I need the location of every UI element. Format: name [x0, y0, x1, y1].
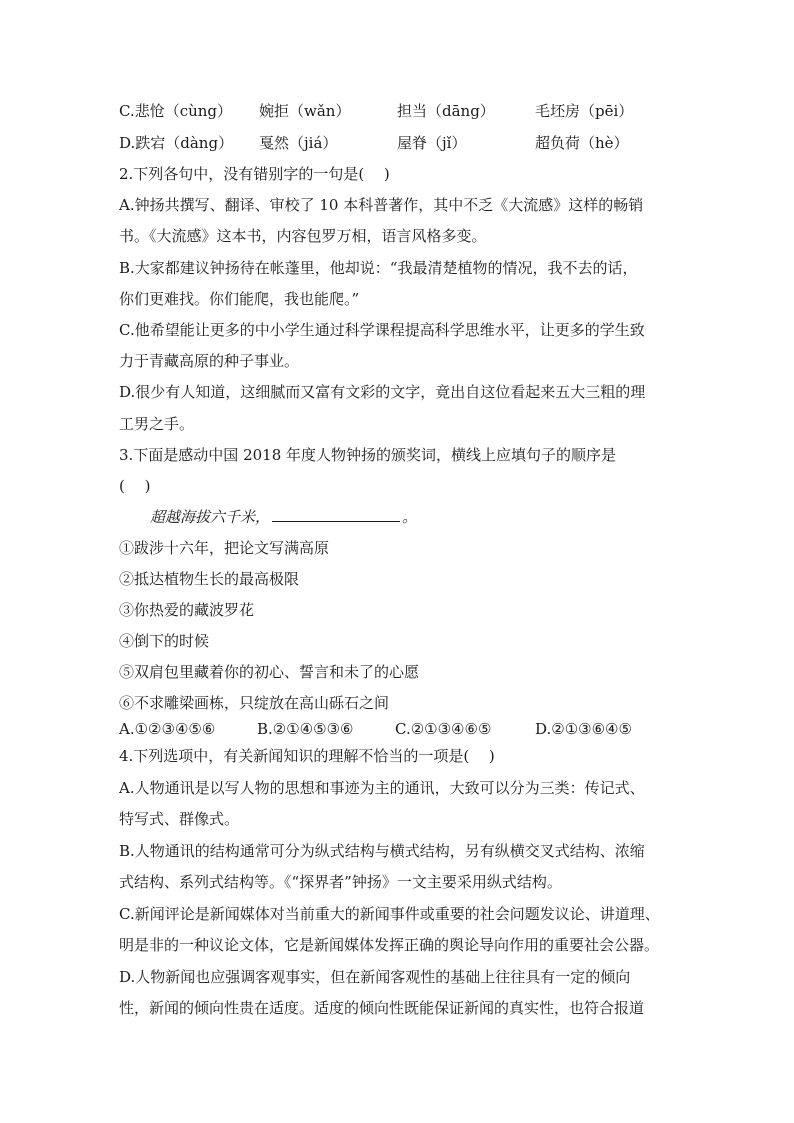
q2-stem: 2.下列各句中，没有错别字的一句是( )	[119, 165, 390, 183]
q3-item-1: ①跋涉十六年，把论文写满高原	[119, 539, 330, 557]
q3-option-b: B.②①④⑤③⑥	[257, 720, 354, 738]
q2-option-b-line-2: 你们更难找。你们能爬，我也能爬。”	[119, 290, 360, 308]
q4-option-d-line-2: 性，新闻的倾向性贵在适度。适度的倾向性既能保证新闻的真实性，也符合报道	[119, 999, 645, 1017]
q1-c-item-1: C.悲怆（cùng）	[119, 102, 233, 120]
q3-option-a: A.①②③④⑤⑥	[119, 720, 216, 738]
q3-stem-line-2: ( )	[119, 477, 151, 495]
q3-quote	[150, 506, 417, 528]
q3-item-6: ⑥不求雕梁画栋，只绽放在高山砾石之间	[119, 694, 390, 712]
q4-option-c-line-2: 明是非的一种议论文体，它是新闻媒体发挥正确的舆论导向作用的重要社会公器。	[119, 936, 660, 954]
q2-option-c-line-1: C.他希望能让更多的中小学生通过科学课程提高科学思维水平，让更多的学生致	[119, 321, 645, 339]
q4-option-a-line-1: A.人物通讯是以写人物的思想和事迹为主的通讯，大致可以分为三类：传记式、	[119, 779, 645, 797]
q1-d-item-3: 屋脊（jǐ）	[397, 134, 467, 152]
q3-item-3: ③你热爱的藏波罗花	[119, 601, 255, 619]
q2-option-d-line-1: D.很少有人知道，这细腻而又富有文彩的文字，竟出自这位看起来五大三粗的理	[119, 383, 646, 401]
q1-d-item-1: D.跌宕（dàng）	[119, 134, 234, 152]
q2-option-d-line-2: 工男之手。	[119, 415, 195, 433]
q2-option-a-line-1: A.钟扬共撰写、翻译、审校了 10 本科普著作，其中不乏《大流感》这样的畅销	[119, 196, 644, 214]
q3-answer-blank	[272, 507, 400, 522]
q1-c-item-2: 婉拒（wǎn）	[259, 102, 351, 120]
q2-option-a-line-2: 书。《大流感》这本书，内容包罗万相，语言风格多变。	[119, 227, 487, 245]
q1-c-item-3: 担当（dāng）	[397, 102, 495, 120]
q3-option-c: C.②①③④⑥⑤	[395, 720, 492, 738]
q3-item-4: ④倒下的时候	[119, 632, 210, 650]
q3-quote-end: 。	[402, 508, 418, 526]
q4-stem: 4.下列选项中，有关新闻知识的理解不恰当的一项是( )	[119, 747, 495, 765]
q3-stem-line-1: 3.下面是感动中国 2018 年度人物钟扬的颁奖词，横线上应填句子的顺序是	[119, 446, 617, 464]
q4-option-c-line-1: C.新闻评论是新闻媒体对当前重大的新闻事件或重要的社会问题发议论、讲道理、	[119, 905, 660, 923]
q4-option-b-line-2: 式结构、系列式结构等。《“探界者”钟扬》一文主要采用纵式结构。	[119, 873, 562, 891]
q1-d-item-2: 戛然（jiá）	[259, 134, 338, 152]
q4-option-a-line-2: 特写式、群像式。	[119, 810, 240, 828]
q1-c-item-4: 毛坯房（pēi）	[535, 102, 634, 120]
q3-item-5: ⑤双肩包里藏着你的初心、誓言和未了的心愿	[119, 663, 420, 681]
q3-item-2: ②抵达植物生长的最高极限	[119, 570, 300, 588]
q1-d-item-4: 超负荷（hè）	[535, 134, 629, 152]
q4-option-b-line-1: B.人物通讯的结构通常可分为纵式结构与横式结构，另有纵横交叉式结构、浓缩	[119, 842, 645, 860]
q3-quote-text: 超越海拔六千米，	[150, 508, 271, 526]
q2-option-b-line-1: B.大家都建议钟扬待在帐蓬里，他却说：“我最清楚植物的情况，我不去的话，	[119, 259, 638, 277]
q4-option-d-line-1: D.人物新闻也应强调客观事实，但在新闻客观性的基础上往往具有一定的倾向	[119, 968, 631, 986]
q2-option-c-line-2: 力于青藏高原的种子事业。	[119, 352, 300, 370]
q3-option-d: D.②①③⑥④⑤	[535, 720, 632, 738]
